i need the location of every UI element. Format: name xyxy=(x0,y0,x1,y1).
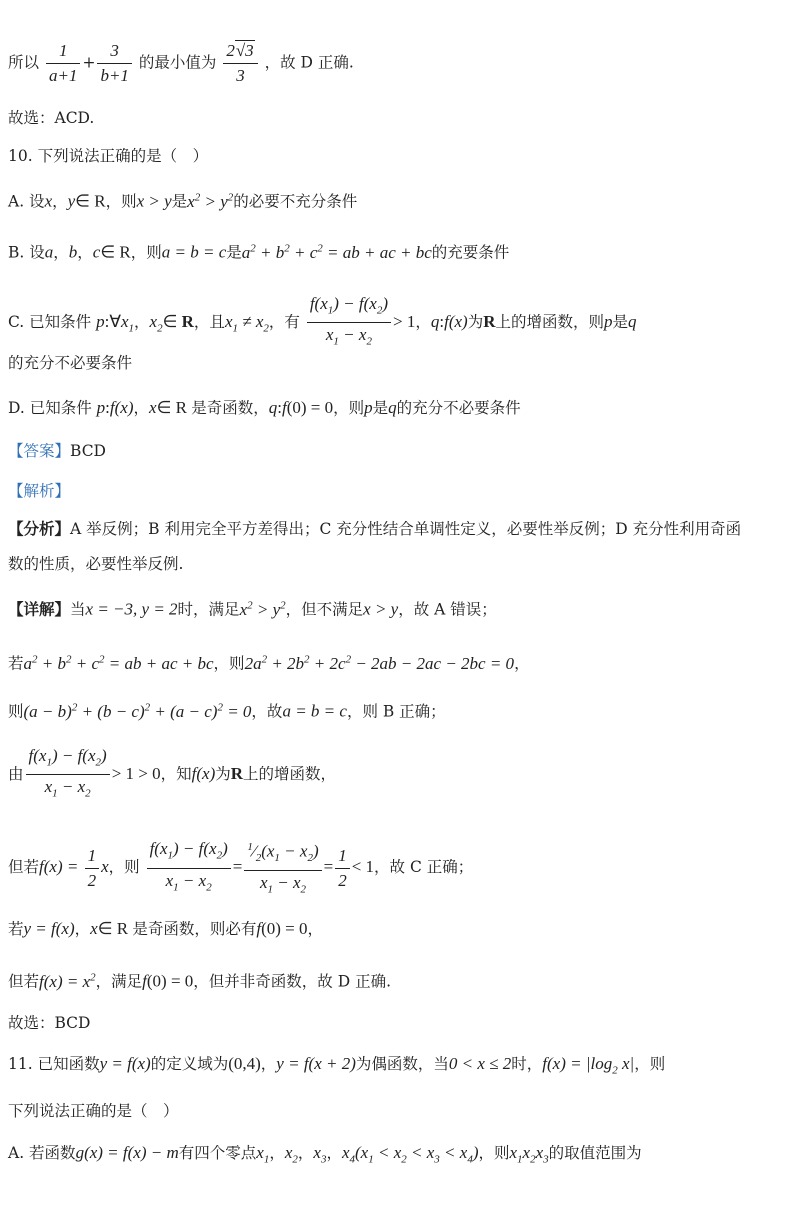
conclusion-line-d: 所以 $\frac{1}{a+1}$ + $\frac{3}{b+1}$ 的最小值为 $\frac{2√3}{3}$ ，故 D 正确. xyxy=(8,41,354,85)
detail-line-2: 若$a^2 + b^2 + c^2$ = ab + ac + bc，则$2a^2 + 2b^2 + 2c^2 - 2ab - 2ac - 2bc = 0$， xyxy=(8,653,530,673)
analysis-tag: 【解析】 xyxy=(8,482,71,500)
fenxi-line-2: 数的性质，必要性举反例. xyxy=(8,555,184,573)
fenxi-line-1: 【分析】A 举反例；B 利用完全平方差得出；C 充分性结合单调性定义，必要性举反例；D 充分性利用奇函 xyxy=(8,519,742,538)
q10-option-a: A. 设x，y∈ R，则x > y是$x^2 > y^2$的必要不充分条件 xyxy=(8,191,358,211)
detail-line-4: 由 $\frac{f(x_1) - f(x_2)}{x_1 - x_2}$ > 1 > 0，知f(x)为R上的增函数， xyxy=(8,746,337,800)
choice-line-bcd: 故选：BCD xyxy=(8,1014,91,1032)
detail-line-7: 但若$f(x) = x^2$，满足f(0) = 0，但并非奇函数，故 D 正确. xyxy=(8,971,392,991)
choice-line-acd: 故选：ACD. xyxy=(8,109,95,127)
question-10-stem: 10. 下列说法正确的是（ ） xyxy=(8,147,209,165)
detail-line-6: 若y = f(x)，x∈ R 是奇函数，则必有f(0) = 0， xyxy=(8,919,324,938)
answer-line: 【答案】BCD xyxy=(8,442,106,460)
detail-line-1: 【详解】当x = −3, y = 2时，满足$x^2 > y^2$，但不满足x > y，故 A 错误； xyxy=(8,599,497,619)
q10-option-c-cont: 的充分不必要条件 xyxy=(8,354,133,372)
detail-line-3: 则$(a - b)^2 + (b - c)^2 + (a - c)^2 = 0$，故a = b = c，则 B 正确； xyxy=(8,701,446,721)
q10-option-d: D. 已知条件 p:f(x)，x∈ R 是奇函数，q:f(0) = 0，则p是q的充分不必要条件 xyxy=(8,398,521,417)
q11-option-a: A. 若函数g(x) = f(x) − m有四个零点$x_1$，$x_2$，$x_3$，$x_4(x_1 < x_2 < x_3 < x_4)$，则$x_1x_2x_3$的取值范围为 xyxy=(8,1143,642,1166)
detail-line-5: 但若f(x) = $\frac{1}{2}$ x，则 $\frac{f(x_1) - f(x_2)}{x_1 - x_2}$ = $\frac{^1⁄_2(x_1 - x_2)}{x_1 - x_2}$ = $\frac{1}{2}$ < 1，故 C 正确； xyxy=(8,836,473,900)
question-11-line-1: 11. 已知函数y = f(x)的定义域为(0,4)，y = f(x + 2)为偶函数，当0 < x ≤ 2时，$f(x) = |\log_2$ x|，则 xyxy=(8,1054,666,1077)
q10-option-c: C. 已知条件 $p:\forall x_1$，$x_2\in$ R，且$x_1 \ne x_2$，有 $\frac{f(x_1) - f(x_2)}{x_1 - x_2}$ > 1，q:f(x)为R上的增函数，则p是q xyxy=(8,294,637,348)
q10-option-b: B. 设a，b，c∈ R，则a = b = c是$a^2 + b^2 + c^2$ = ab + ac + bc的充要条件 xyxy=(8,242,510,262)
question-11-line-2: 下列说法正确的是（ ） xyxy=(8,1102,179,1120)
